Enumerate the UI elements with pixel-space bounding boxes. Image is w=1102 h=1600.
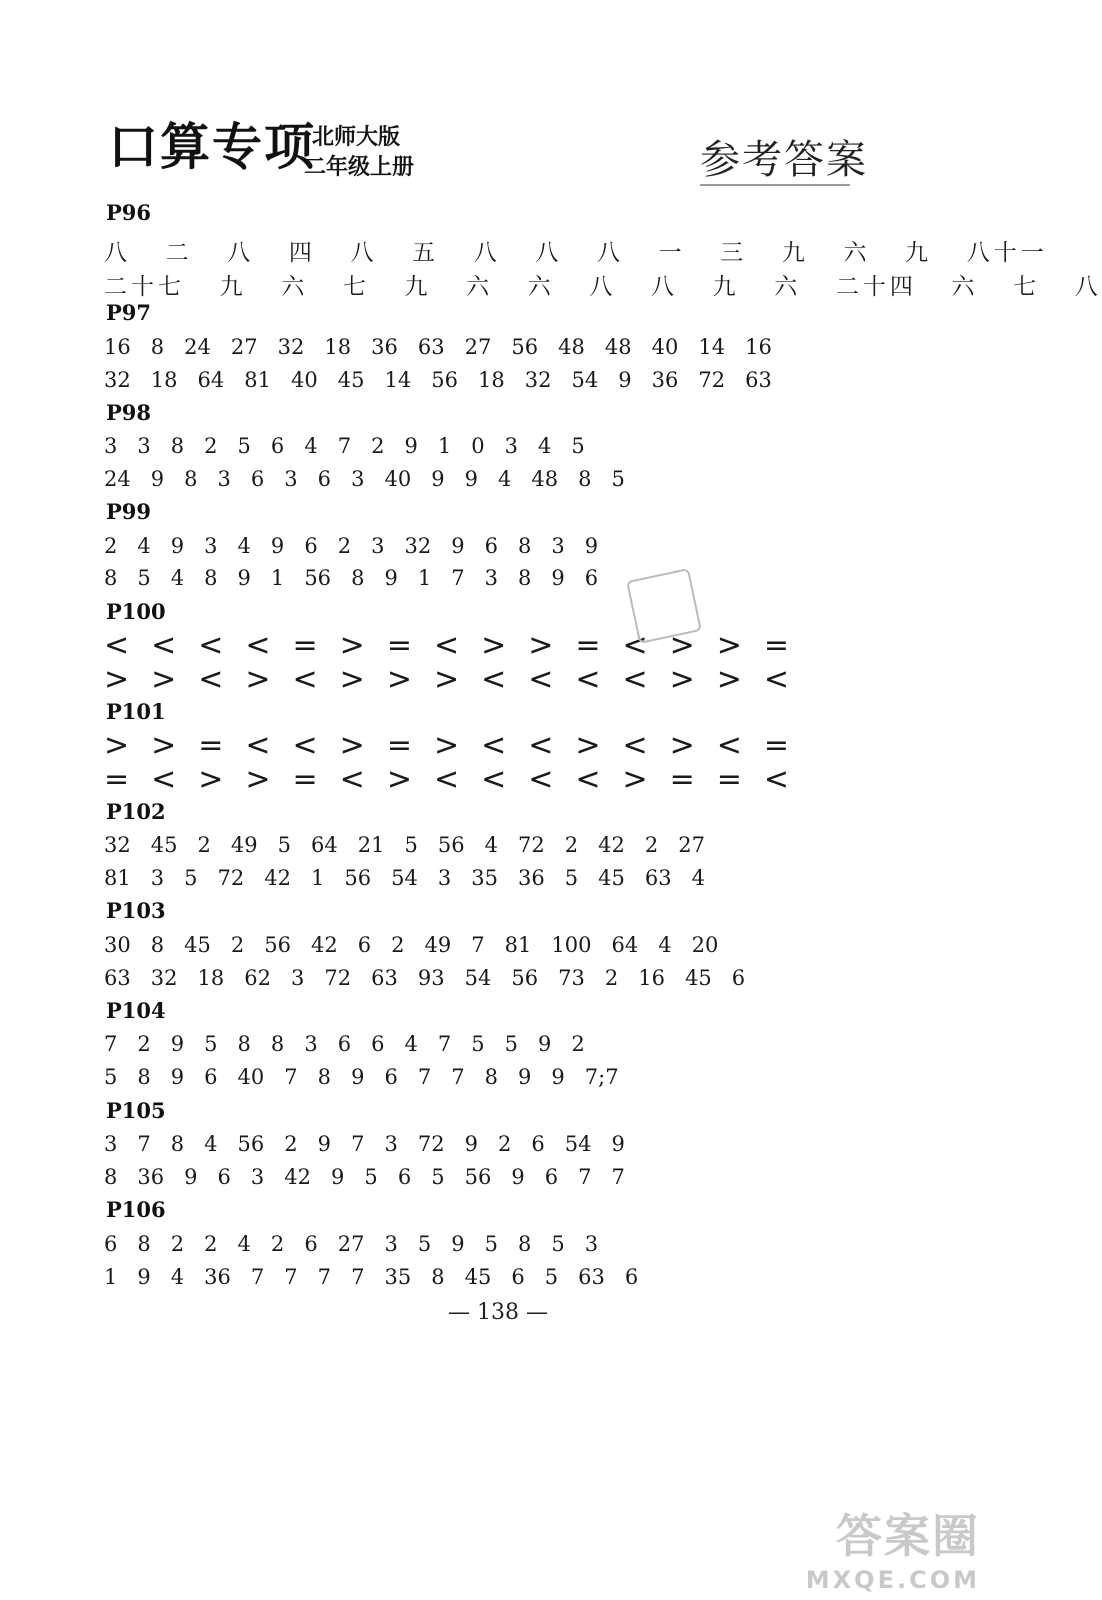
section-label-p101: P101: [106, 699, 166, 724]
answer-row: 81 3 5 72 42 1 56 54 3 35 36 5 45 63 4: [104, 866, 706, 890]
section-label-p102: P102: [106, 799, 166, 824]
section-label-p96: P96: [106, 200, 152, 225]
section-label-p104: P104: [106, 998, 166, 1023]
comparison-row: >>=<<>=><<><><=: [104, 728, 812, 763]
answer-row: 8 5 4 8 9 1 56 8 9 1 7 3 8 9 6: [104, 566, 599, 590]
answer-row: 32 45 2 49 5 64 21 5 56 4 72 2 42 2 27: [104, 833, 706, 857]
watermark-url: MXQE.COM: [805, 1566, 980, 1594]
page-number: — 138 —: [448, 1300, 548, 1325]
answer-row: 30 8 45 2 56 42 6 2 49 7 81 100 64 4 20: [104, 933, 719, 957]
answer-row: 16 8 24 27 32 18 36 63 27 56 48 48 40 14 16: [104, 335, 772, 359]
answer-row: 63 32 18 62 3 72 63 93 54 56 73 2 16 45 6: [104, 966, 746, 990]
watermark-logo: [806, 1500, 980, 1594]
answer-row: 3 7 8 4 56 2 9 7 3 72 9 2 6 54 9: [104, 1132, 625, 1156]
section-label-p100: P100: [106, 599, 166, 624]
answer-heading: 参考答案: [700, 137, 868, 183]
answer-row: 八 二 八 四 八 五 八 八 八 一 三 九 六 九 八十一: [104, 240, 1048, 266]
answer-row: 1 9 4 36 7 7 7 7 35 8 45 6 5 63 6: [104, 1265, 639, 1289]
edition-label: 北师大版: [312, 125, 401, 150]
answer-row: 3 3 8 2 5 6 4 7 2 9 1 0 3 4 5: [104, 434, 585, 458]
section-label-p105: P105: [106, 1098, 166, 1123]
answer-row: 24 9 8 3 6 3 6 3 40 9 9 4 48 8 5: [104, 467, 625, 491]
watermark-text: 答案圈: [836, 1509, 980, 1563]
section-label-p97: P97: [106, 300, 152, 325]
answer-row: 8 36 9 6 3 42 9 5 6 5 56 9 6 7 7: [104, 1165, 625, 1189]
answer-row: 2 4 9 3 4 9 6 2 3 32 9 6 8 3 9: [104, 534, 599, 558]
answer-row: 二十七 九 六 七 九 六 六 八 八 九 六 二十四 六 七 八: [104, 274, 1102, 300]
section-label-p98: P98: [106, 400, 152, 425]
section-label-p103: P103: [106, 898, 166, 923]
answer-row: 32 18 64 81 40 45 14 56 18 32 54 9 36 72 63: [104, 368, 772, 392]
section-label-p99: P99: [106, 499, 152, 524]
comparison-row: <<<<=>=<>>=<>>=: [104, 628, 812, 663]
heading-underline: [700, 184, 850, 186]
stamp-mark: [626, 568, 702, 644]
comparison-row: >><><>>><<<<>><: [104, 662, 812, 697]
book-title: 口算专项: [108, 118, 316, 176]
section-label-p106: P106: [106, 1197, 166, 1222]
comparison-row: =<>>=<><<<<>==<: [104, 762, 812, 797]
answer-row: 7 2 9 5 8 8 3 6 6 4 7 5 5 9 2: [104, 1032, 585, 1056]
answer-row: 6 8 2 2 4 2 6 27 3 5 9 5 8 5 3: [104, 1232, 599, 1256]
grade-label: 二年级上册: [304, 155, 415, 180]
answer-row: 5 8 9 6 40 7 8 9 6 7 7 8 9 9 7;7: [104, 1065, 619, 1089]
